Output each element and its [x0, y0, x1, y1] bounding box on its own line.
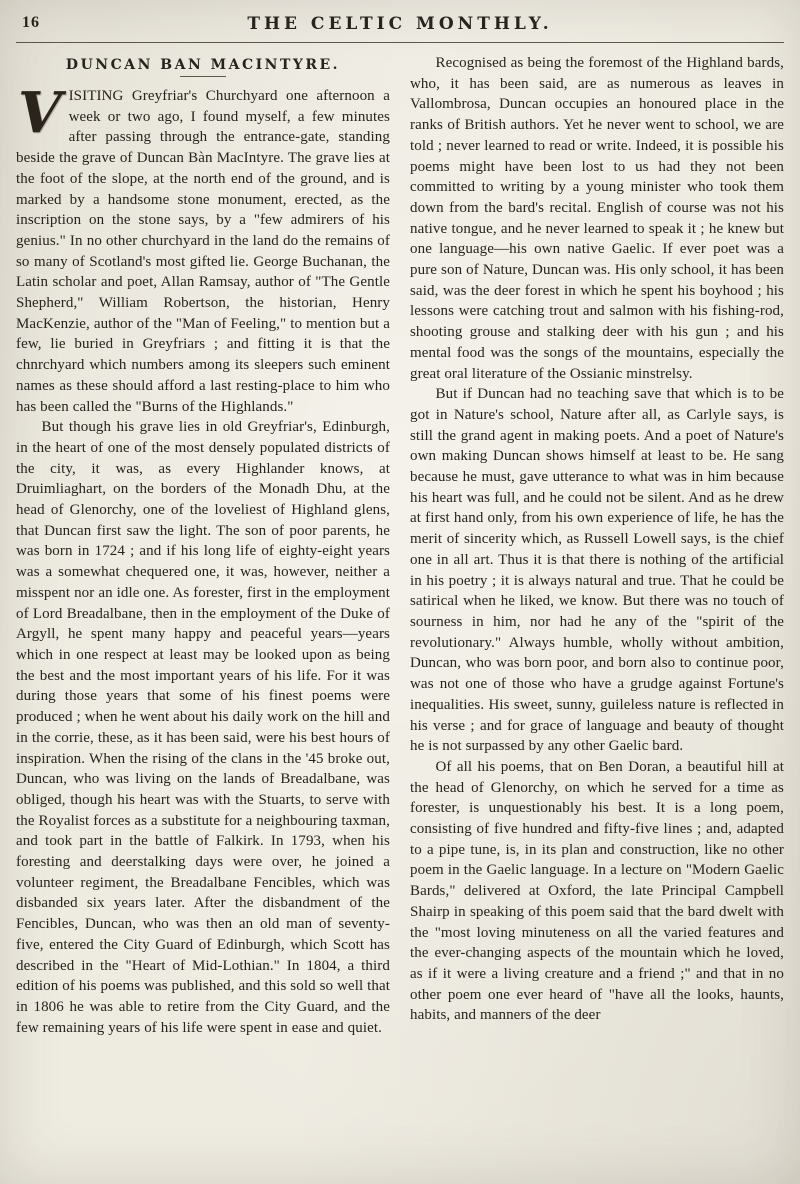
article-paragraph: Recognised as being the foremost of the Highland bards, who, it has been said, are as numerous as leaves in Vallombrosa, Duncan occupies an honoured place in the ranks of British authors. Yet he never went to school, we are told ; never learned to read or write. Indeed, it is possible his poems might have been lost to us had they not been committed to writing by a young minister who took them down from the bard's recital. English of course was not his native tongue, and he never learned to speak it ; he knew but one language—his own native Gaelic. If ever poet was a pure son of Nature, Duncan was. His only school, it has been said, was the deer forest in which he spent his boyhood ; his lessons were catching trout and salmon with his fishing-rod, shooting grouse and stalking deer with his gun ; and his mental food was the songs of the mountains, especially the great oral literature of the Ossianic minstrelsy. — [410, 55, 784, 382]
article-title: DUNCAN BAN MACINTYRE. — [65, 57, 341, 73]
article-paragraph — [16, 80, 390, 417]
article-columns — [16, 53, 784, 1038]
masthead-title: THE CELTIC MONTHLY. — [247, 14, 553, 34]
title-rule — [180, 76, 226, 77]
article-paragraph: Of all his poems, that on Ben Doran, a beautiful hill at the head of Glenorchy, on which he served for a time as forester, is unquestionably his best. It is a long poem, consisting of five hundred and fifty-five lines ; and, adapted to a pipe tune, is, in its plan and construction, like no other poem in the Gaelic language. In a lecture on "Modern Gaelic Bards," delivered at Oxford, the late Principal Campbell Shairp in speaking of this poem said that the bard dwelt with the "most loving minuteness on all the varied features and the ever-changing aspects of the mountain which he loved, as if it were a living creature and a friend ;" and that in no other poem one ever heard of "have all the looks, haunts, habits, and manners of the deer — [410, 758, 784, 1024]
page-number: 16 — [22, 14, 40, 31]
page-header — [16, 12, 784, 36]
article-paragraph: But if Duncan had no teaching save that which is to be got in Nature's school, Nature after all, as Carlyle says, is still the grand agent in making poets. And a poet of Nature's own making Duncan shows himself at least to be. He sang because he must, gave utterance to what was in him because his heart was full, and he could not be silent. And as he drew at first hand only, from his own experience of life, he has the merit of sincerity which, as Russell Lowell says, is the chief one in all art. Thus it is that there is nothing of the artificial in his poetry ; it is always natural and true. That he could be satirical when he liked, we know. But there was no touch of sourness in him, nor had he any of the "spirit of the revolutionary." Always humble, wholly without ambition, Duncan, who was born poor, and born also to continue poor, was not one of those who have a grudge against Fortune's inequalities. His sweet, sunny, guileless nature is reflected in his verse ; and for grace of language and beauty of thought he is not surpassed by any other Gaelic bard. — [410, 386, 784, 755]
paragraph-text: ISITING Greyfriar's Churchyard one afternoon a week or two ago, I found myself, a few minutes after passing through the entrance-gate, standing beside the grave of Duncan Bàn MacIntyre. The grave lies at the foot of the slope, at the north end of the ground, and is marked by a handsome stone monument, erected, as the inscription on the stone says, by a "few admirers of his genius." In no other churchyard in the land do the remains of so many of Scotland's most gifted lie. George Buchanan, the Latin scholar and poet, Allan Ramsay, author of "The Gentle Shepherd," William Robertson, the historian, Henry MacKenzie, author of the "Man of Feeling," to mention but a few, lie buried in Greyfriars ; and fitting it is that the chnrchyard which numbers among its sleepers such eminent names as these should afford a last resting-place to him who has been called the "Burns of the Highlands." — [16, 88, 390, 415]
drop-cap-initial: V — [18, 80, 62, 146]
article-paragraph: But though his grave lies in old Greyfriar's, Edinburgh, in the heart of one of the most densely populated districts of the city, it was, as every Highlander knows, at Druimliaghart, on the borders of the Monadh Dhu, at the head of Glenorchy, one of the loveliest of Highland glens, that Duncan first saw the light. The son of poor parents, he was born in 1724 ; and if his long life of eighty-eight years was a somewhat chequered one, it was, however, neither a misspent nor an idle one. As forester, first in the employment of Lord Breadalbane, then in the employment of the Duke of Argyll, he spent many happy and peaceful years—years which in one respect at least may be looked upon as being the best and the most important years of his life. For it was during those years that some of his finest poems were produced ; when he went about his daily work on the hill and in the corrie, these, as it has been said, were his best hours of inspiration. When the rising of the clans in the '45 broke out, Duncan, who was living on the lands of Breadalbane, was obliged, though his heart was with the Stuarts, to serve with the Royalist forces as a substitute for a neighbouring taxman, and took part in the battle of Falkirk. In 1793, when his foresting and deerstalking days were over, he joined a volunteer regiment, the Breadalbane Fencibles, which was disbanded six years later. After the disbandment of the Fencibles, Duncan, who was then an old man of seventy-five, entered the City Guard of Edinburgh, which Scott has described in the "Heart of Mid-Lothian." In 1804, a third edition of his poems was published, and this sold so well that in 1806 he was able to retire from the City Guard, and the few remaining years of his life were spent in ease and quiet. — [16, 419, 390, 1036]
left-column — [16, 53, 390, 1038]
right-column — [410, 53, 784, 1038]
header-rule — [16, 42, 784, 43]
